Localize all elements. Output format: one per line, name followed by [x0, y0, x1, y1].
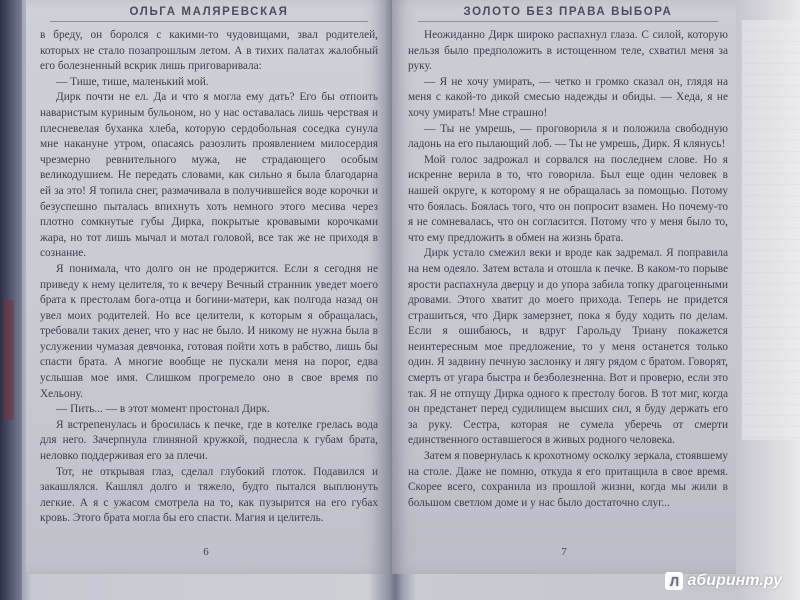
right-page-text — [408, 28, 728, 511]
left-page-number: 6 — [203, 546, 209, 558]
paragraph: Дирк устало смежил веки и вроде как задремал. Я поправила на нем одеяло. Затем встала и отошла к печке. В каком-то порыве ярости распахнула дверцу и до упора забила топку драгоценными дровами. Этого хватит до моего прихода. Теперь не придется страшиться, что Дирк замерзнет, пока я буду ходить по делам. Если я ошибаюсь, и вдруг Гарольду Триану покажется неинтересным мое предложение, то у меня останется только один. Я задвину печную заслонку и лягу рядом с братом. Говорят, смерть от угара быстра и безболезненна. Вот и проверю, если это так. Я не отпущу Дирка одного к престолу богов. В тот миг, когда он предстанет перед судилищем высших сил, я буду держать его за руку. Сестра, которая не сумела уберечь от смерти единственного оставшегося в живых родного человека. — [408, 247, 728, 447]
watermark-text: абиринт.ру — [687, 572, 782, 589]
paragraph: — Ты не умрешь, — проговорила я и положила свободную ладонь на его пылающий лоб. — Ты не умрешь, Дирк. Я клянусь! — [408, 122, 728, 151]
paragraph: — Я не хочу умирать, — четко и громко сказал он, глядя на меня с какой-то дикой смесью надежды и обиды. — Хеда, я не хочу умирать! Мне страшно! — [408, 75, 728, 119]
paragraph: — Пить... — в этот момент простонал Дирк. — [56, 403, 270, 416]
paragraph: Дирк почти не ел. Да и что я могла ему дать? Его бы отпоить наваристым куриным бульоном, но у нас оставалась лишь черствая и плесневелая буханка хлеба, которую сердобольная соседка сунула мне накануне утром, опасаясь разозлить проявлением милосердия чрезмерно ревнительного мужа, не страдающего особым великодушием. Не передать словами, как сильно я была благодарна ей за это! Я топила снег, размачивала в получившейся воде корочки и безуспешно пыталась впихнуть хоть немного этого месива через плотно сомкнутые губы Дирка, покрытые кровавыми корочками жара, но тот лишь мычал и мотал головой, все так же не приходя в сознание. — [40, 91, 378, 260]
paragraph: — Тише, тише, маленький мой. — [56, 75, 209, 88]
paragraph: Тот, не открывая глаз, сделал глубокий глоток. Подавился и закашлялся. Кашлял долго и тяжело, будто пытался выплюнуть легкие. А я с ужасом смотрела на то, как пузырится на его губах кровь. Этого брата могла бы его спасти. Магия и целитель. — [40, 465, 378, 525]
paragraph: Неожиданно Дирк широко распахнул глаза. С силой, которую нельзя было предположить в истощенном теле, схватил меня за руку. — [408, 29, 728, 73]
labirint-watermark — [665, 572, 782, 590]
left-page — [26, 0, 386, 574]
left-page-header: ОЛЬГА МАЛЯРЕВСКАЯ — [50, 6, 368, 22]
right-page-header: ЗОЛОТО БЕЗ ПРАВА ВЫБОРА — [418, 6, 718, 22]
background-notebook — [742, 20, 800, 440]
paragraph: Затем я повернулась к крохотному осколку зеркала, стоявшему на столе. Даже не помню, откуда я его притащила в свое время. Скорее всего, сохранила из прошлой жизни, когда мы жили в большом светлом доме и у нас было достаточно слуг... — [408, 450, 728, 509]
left-page-text — [40, 28, 378, 527]
paragraph: в бреду, он боролся с какими-то чудовищами, звал родителей, которых не стало позапрошлым летом. А в тихих палатах жалобный его болезненный вскрик лишь приговаривала: — [40, 29, 378, 73]
paragraph: Мой голос задрожал и сорвался на последнем слове. Но я искренне верила в то, что говорила. Был еще один человек в нашей округе, к которому я не обращалась за помощью. Потому что боялась. Боялась того, что он попросит взамен. Но почему-то я не сомневалась, что он согласится. Потому что у меня было то, что ему предложить в обмен на жизнь брата. — [408, 153, 728, 244]
paragraph: Я встрепенулась и бросилась к печке, где в котелке грелась вода для него. Зачерпнула глиняной кружкой, поднесла к губам брата, неловко поддерживая его за плечи. — [40, 418, 378, 463]
right-page-number: 7 — [561, 546, 567, 558]
right-page — [392, 0, 736, 574]
paragraph: Я понимала, что долго он не продержится. Если я сегодня не приведу к нему целителя, то к вечеру Вечный странник уведет моего брата к престолам бога-отца и богини-матери, как полгода назад он увел моих родителей. Но все целители, к которым я обращалась, требовали таких денег, что у нас не было. И никому не нужна была в услужении чумазая девчонка, готовая пойти хоть в рабство, лишь бы спасти брата. А многие вообще не пускали меня на порог, едва услышав мое имя. Слишком прогремело оно в свое время по Хельону. — [40, 262, 378, 400]
book-edge-shadow — [0, 0, 22, 600]
book-logo-icon: Л — [665, 572, 683, 590]
